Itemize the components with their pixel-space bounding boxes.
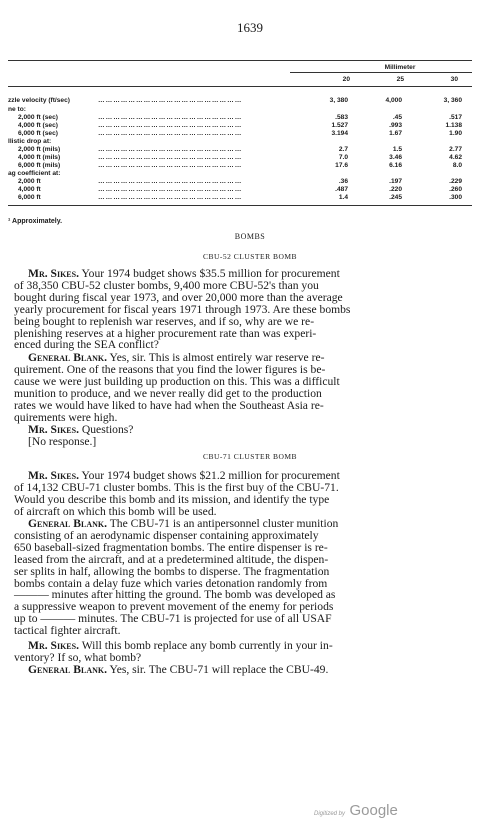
text-line: quirement. One of the reasons that you find the lower figures is be- — [14, 362, 326, 376]
cell: 3, 380 — [329, 97, 348, 104]
text-line: 650 baseball-sized fragmentation bombs. The entire dispenser is re- — [14, 540, 328, 554]
table-column-header: 25 — [396, 76, 404, 83]
table-top-rule — [8, 60, 472, 61]
cell: 1.138 — [445, 122, 462, 129]
table-row — [8, 138, 478, 146]
text-line: The CBU-71 is an antipersonnel cluster munition — [109, 517, 339, 530]
speaker-name: Mr. Sikes. — [28, 423, 79, 436]
table-footnote: ¹ Approximately. — [8, 218, 63, 225]
text-line: cause we were just building up production on this. This was a difficult — [14, 374, 340, 388]
cell: 8.0 — [452, 162, 462, 169]
table-row — [8, 154, 478, 162]
text-line: of aircraft on which this bomb will be used. — [14, 504, 217, 518]
watermark-prefix: Digitized by — [314, 811, 346, 817]
paragraph-blank-2 — [14, 518, 466, 637]
row-label: llistic drop at: — [8, 138, 52, 145]
text-line: Your 1974 budget shows $21.2 million for procurement — [81, 469, 340, 482]
cell: .220 — [389, 186, 402, 193]
row-label: 6,000 ft (sec) — [18, 130, 58, 137]
row-leader: ………………………………………………… — [98, 97, 243, 104]
table-row — [8, 130, 478, 138]
speaker-name: General Blank. — [28, 663, 108, 676]
cell: 3.194 — [331, 130, 348, 137]
cell: 4.62 — [449, 154, 462, 161]
table-row — [8, 114, 478, 122]
paragraph-blank-3 — [14, 664, 466, 676]
speaker-name: General Blank. — [28, 517, 108, 530]
table-row — [8, 186, 478, 194]
digitized-watermark — [314, 802, 398, 820]
cell: 3.46 — [389, 154, 402, 161]
text-line: of 38,350 CBU-52 cluster bombs, 9,400 more CBU-52's than you — [14, 278, 319, 292]
row-label: 2,000 ft (mils) — [18, 146, 61, 153]
row-label: 4,000 ft (mils) — [18, 154, 61, 161]
text-line: yearly procurement for fiscal years 1971 through 1973. Are these bombs — [14, 302, 351, 316]
row-label: 6,000 ft (mils) — [18, 162, 61, 169]
table-row — [8, 97, 478, 105]
cell: 4,000 — [385, 97, 402, 104]
table-row — [8, 122, 478, 130]
cell: 1.90 — [449, 130, 462, 137]
subsection-title: CBU-71 CLUSTER BOMB — [202, 452, 298, 461]
text-line: enced during the SEA conflict? — [14, 338, 159, 352]
cell: .993 — [389, 122, 402, 129]
text-line: ser splits in half, allowing the bombs to disperse. The fragmentation — [14, 564, 330, 578]
speaker-name: Mr. Sikes. — [28, 267, 79, 280]
paragraph-sikes-1 — [14, 268, 466, 351]
text-line: leased from the aircraft, and at a predetermined altitude, the dispen- — [14, 552, 329, 566]
text-line: Would you describe this bomb and its mission, and identify the type — [14, 492, 330, 506]
table-bottom-rule — [8, 205, 472, 206]
row-leader: ………………………………………………… — [98, 146, 243, 153]
cell: .45 — [392, 114, 402, 121]
cell: 3, 360 — [443, 97, 462, 104]
text-line: a suppressive weapon to prevent movement of the enemy for periods — [14, 600, 334, 614]
text-line: Your 1974 budget shows $35.5 million for procurement — [81, 267, 340, 280]
text-line: of 14,132 CBU-71 cluster bombs. This is the first buy of the CBU-71. — [14, 480, 339, 494]
text-line: ventory? If so, what bomb? — [14, 650, 142, 664]
row-label: 2,000 ft (sec) — [18, 114, 58, 121]
cell: 2.7 — [338, 146, 348, 153]
row-leader: ………………………………………………… — [98, 186, 243, 193]
cell: .36 — [338, 178, 348, 185]
paragraph-blank-1 — [14, 352, 466, 423]
cell: 6.16 — [389, 162, 402, 169]
cell: .517 — [449, 114, 462, 121]
table-column-header: 20 — [342, 76, 350, 83]
speaker-name: Mr. Sikes. — [28, 639, 79, 652]
row-label: 4,000 ft (sec) — [18, 122, 58, 129]
no-response: [No response.] — [28, 434, 97, 448]
cell: .197 — [389, 178, 402, 185]
text-line: bombs contain a delay fuze which varies detonation randomly from — [14, 576, 328, 590]
text-line: up to ——— minutes. The CBU-71 is projected for use of all USAF — [14, 612, 332, 626]
text-line: being bought to replenish war reserves, and if so, why are we re- — [14, 314, 315, 328]
cell: .245 — [389, 194, 402, 201]
text-line: consisting of an aerodynamic dispenser containing approximately — [14, 528, 319, 542]
row-label: ag coefficient at: — [8, 170, 61, 177]
text-line: plenishing reserves at a higher procurement rate than was experi- — [14, 326, 317, 340]
row-leader: ………………………………………………… — [98, 162, 243, 169]
text-line: bought during fiscal year 1973, and over 20,000 more than the average — [14, 290, 343, 304]
subsection-title: CBU-52 CLUSTER BOMB — [202, 252, 298, 261]
row-leader: ………………………………………………… — [98, 178, 243, 185]
table-row — [8, 194, 478, 202]
cell: .260 — [449, 186, 462, 193]
paragraph-sikes-3 — [14, 640, 466, 664]
cell: 1.4 — [338, 194, 348, 201]
cell: 1.527 — [331, 122, 348, 129]
row-label: 2,000 ft — [18, 178, 41, 185]
row-leader: ………………………………………………… — [98, 154, 243, 161]
cell: .487 — [335, 186, 348, 193]
table-row — [8, 106, 478, 114]
cell: 17.6 — [335, 162, 348, 169]
row-leader: ………………………………………………… — [98, 194, 243, 201]
cell: 1.5 — [392, 146, 402, 153]
text-line: Yes, sir. The CBU-71 will replace the CBU-49. — [109, 663, 329, 676]
row-label: 4,000 ft — [18, 186, 41, 193]
cell: 2.77 — [449, 146, 462, 153]
row-label: zzle velocity (ft/sec) — [8, 97, 70, 104]
watermark-brand: Google — [349, 802, 398, 819]
row-label: 6,000 ft — [18, 194, 41, 201]
row-label: ne to: — [8, 106, 26, 113]
paragraph-sikes-2 — [14, 470, 466, 518]
text-line: Will this bomb replace any bomb currently in your in- — [81, 639, 333, 652]
table-row — [8, 170, 478, 178]
speaker-name: Mr. Sikes. — [28, 469, 79, 482]
table-unit-rule — [290, 72, 472, 73]
cell: .229 — [449, 178, 462, 185]
table-unit-header: Millimeter — [384, 64, 416, 71]
cell: .583 — [335, 114, 348, 121]
table-row — [8, 146, 478, 154]
speaker-name: General Blank. — [28, 351, 108, 364]
text-line: munition to produce, and we never really did get to the production — [14, 386, 322, 400]
section-title: BOMBS — [234, 232, 266, 241]
row-leader: ………………………………………………… — [98, 122, 243, 129]
paragraph-sikes-questions — [14, 424, 466, 448]
text-line: tactical fighter aircraft. — [14, 624, 121, 638]
table-header-rule — [8, 86, 472, 87]
text-line: Yes, sir. This is almost entirely war reserve re- — [109, 351, 325, 364]
row-leader: ………………………………………………… — [98, 114, 243, 121]
text-line: rates we would have liked to have had when the Southeast Asia re- — [14, 398, 324, 412]
text-line: ——— minutes after hitting the ground. The bomb was developed as — [14, 588, 336, 602]
table-column-header: 30 — [450, 76, 458, 83]
cell: 7.0 — [338, 154, 348, 161]
table-row — [8, 162, 478, 170]
table-row — [8, 178, 478, 186]
cell: .300 — [449, 194, 462, 201]
cell: 1.67 — [389, 130, 402, 137]
text-line: Questions? — [81, 423, 134, 436]
text-line: quirements were high. — [14, 410, 118, 424]
page-number: 1639 — [237, 20, 263, 35]
row-leader: ………………………………………………… — [98, 130, 243, 137]
